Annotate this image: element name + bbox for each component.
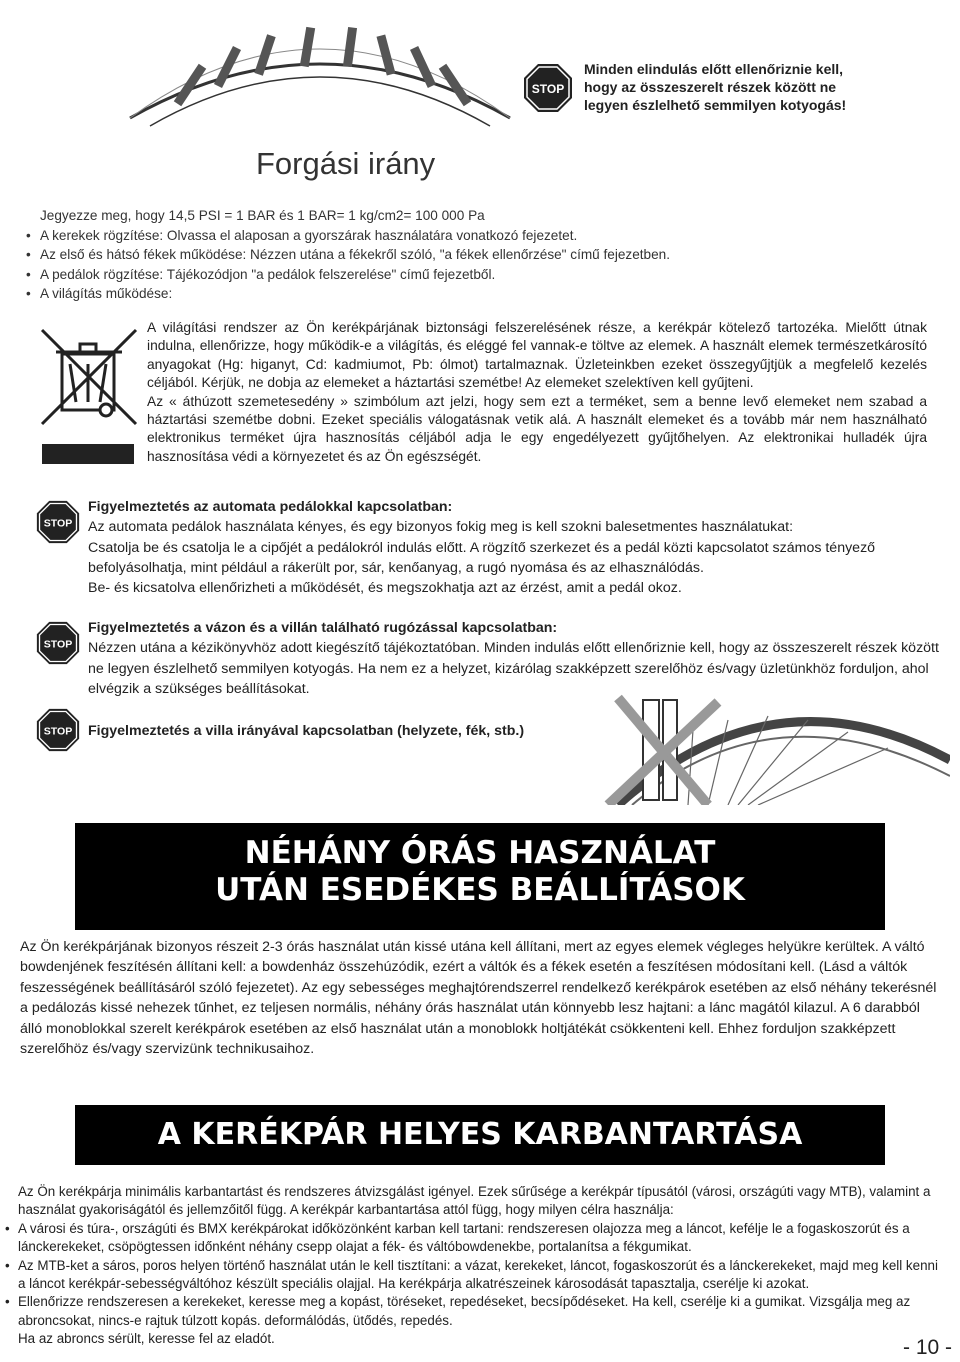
fork-wrong-direction-illustration: [598, 690, 950, 805]
section-title-line: NÉHÁNY ÓRÁS HASZNÁLAT: [244, 835, 716, 871]
stop-sign-label: STOP: [43, 725, 73, 738]
stop-sign-icon: [36, 500, 80, 544]
section-banner-adjustments: [75, 823, 885, 930]
warning-line: Be- és kicsatolva ellenőrizheti a működését, és megszokhatja azt az érzést, amit a pedál okoz.: [88, 580, 682, 597]
list-item: • A világítás működése:: [40, 284, 940, 304]
page-number: - 10 -: [903, 1336, 953, 1359]
maintenance-bullets: [18, 1220, 948, 1330]
warning-suspension: [88, 618, 948, 699]
stop-sign-label: STOP: [43, 517, 73, 530]
crossed-out-wheelie-bin-icon: [36, 320, 144, 470]
top-warning-line: legyen észlelhető semmilyen kotyogás!: [584, 97, 847, 113]
warning-line: Csatolja be és csatolja le a cipőjét a pedálokról indulás előtt. A rögzítő szerkezet és a pedál közti kapcsolatot számos tényező befolyásolhatja, mint például a rákerült por, sár, kenőanyag, a rugó nyomása és az elhasználódás.: [88, 539, 876, 576]
top-warning-text: [584, 60, 914, 114]
adjustments-paragraph: Az Ön kerékpárjának bizonyos részeit 2-3 órás használat után kissé utána kell állítani, mert az egyes elemek végleges helyükre kerültek. A váltó bowdenjének feszítésén állítani kell: a bowdenház összehúzódik, ezért a váltók és a fékek esetén a feszítésen módosítani kell. (Lásd a váltók feszességének beállításáról szóló fejezetet). Az egy sebességes meghajtórendszerrel rendelkező kerékpárok esetében az első néhány tekerésnél a pedálozás kissé nehezek tűnhet, ez teljesen normális, néhány órás használat után könnyebb lesz hajtani: a lánc magától kilazul. A 6 darabból álló monoblokkal szerelt kerékpárok esetében az első használat után a monoblokk holtjátékát csökkenteni kell. Ehhez forduljon szakképzett szerelőhöz és/vagy szervizünk technikusaihoz.: [20, 939, 937, 1058]
list-item: • A városi és túra-, országúti és BMX kerékpárokat időközönként karban kell tartani: rendszeresen olajozza meg a láncot, kefélje le a fogaskoszorút és a lánckerekeket, csöpögtessen időnként néhány csepp olajat a fék- és váltóbowdenekbe, portalanítsa a fékgumikat.: [18, 1220, 948, 1257]
list-item: • Az MTB-ket a sáros, poros helyen történő használat után le kell tisztítani: a vázat, kerekeket, láncot, fogaskoszorút és a lánckerekeket, majd meg kell kenni a láncot kerékpár-sebességváltóhoz készült speciális olajjal. Ha kerékpárja alkatrészeinek károsodását tapasztalja, cserélje ki azokat.: [18, 1257, 948, 1294]
section-title-line: UTÁN ESEDÉKES BEÁLLÍTÁSOK: [215, 872, 745, 908]
warning-heading: Figyelmeztetés a vázon és a villán található rugózással kapcsolatban:: [88, 620, 558, 636]
intro-section: [40, 206, 940, 304]
list-item: • A pedálok rögzítése: Tájékozódjon "a pedálok felszerelése" című fejezetből.: [40, 265, 940, 285]
lighting-battery-text: [147, 319, 927, 466]
stop-sign-icon: [36, 621, 80, 665]
tire-caption: Forgási irány: [256, 146, 436, 181]
maintenance-last-line: Ha az abroncs sérült, keresse fel az eladót.: [18, 1331, 275, 1347]
tire-tread-illustration: [120, 0, 520, 150]
warning-heading: Figyelmeztetés a villa irányával kapcsolatban (helyzete, fék, stb.): [88, 723, 525, 739]
warning-heading: Figyelmeztetés az automata pedálokkal kapcsolatban:: [88, 499, 453, 515]
warning-line: Az automata pedálok használata kényes, és egy bizonyos fokig meg is kell szokni balesetmentes használatukat:: [88, 519, 794, 536]
list-item: • A kerekek rögzítése: Olvassa el alaposan a gyorszárak használatára vonatkozó fejezetet.: [40, 226, 940, 246]
adjustments-body: [20, 937, 940, 1059]
stop-sign-label: STOP: [531, 82, 565, 96]
lighting-paragraph: A világítási rendszer az Ön kerékpárjának biztonsági felszerelésének része, a kerékpár kötelező tartozéka. Mielőtt útnak indulna, ellenőrizze, hogy működik-e a világítás, és eléggé fel vannak-e töltve az elemek. A használt elemek természetkárosító anyagokat (Hg: higanyt, Cd: kadmiumot, Pb: ólmot) tartalmaznak. Üzleteinkben ezeket összegyűjtjük a megfelelő kezelés céljából. Kérjük, ne dobja az elemeket a háztartási szemétbe! Az elemeket szelektíven kell gyűjteni.: [147, 320, 927, 391]
warning-line: Nézzen utána a kézikönyvhöz adott kiegészítő tájékoztatóban. Minden indulás előtt ellenőriznie kell, hogy az összeszerelt részek között ne legyen észlelhető semmilyen kotyogás. Ha nem ez a helyzet, kizárólag szakképzett szerelőhöz és/vagy üzletünkhöz forduljon, ahol elvégzik a szükséges beállításokat.: [88, 640, 939, 697]
section-title: A KERÉKPÁR HELYES KARBANTARTÁSA: [157, 1117, 803, 1152]
section-banner-maintenance: [75, 1105, 885, 1165]
top-warning-line: hogy az összeszerelt részek között ne: [584, 79, 837, 95]
warning-automatic-pedals: [88, 497, 948, 598]
bin-symbol-paragraph: Az « áthúzott szemetesedény » szimbólum azt jelzi, hogy sem ezt a terméket, sem a benne levő elemeket nem szabad a háztartási szemétbe dobni. Ezeket speciális válogatásnak vetik alá. A használt elemeket és a tovább már nem használható elektronikus terméket újra hasznosítás céljából adja le egy engedélyezett gyűjtőhelyen. Az elektronikai hulladék újra hasznosítása védi a környezetet és az Ön egészségét.: [147, 393, 927, 464]
list-item: • Az első és hátsó fékek működése: Nézzen utána a fékekről szóló, "a fékek ellenőrzése" című fejezetben.: [40, 245, 940, 265]
maintenance-body: [18, 1183, 948, 1349]
stop-sign-label: STOP: [43, 638, 73, 651]
stop-sign-icon: [36, 708, 80, 752]
pressure-note: Jegyezze meg, hogy 14,5 PSI = 1 BAR és 1 BAR= 1 kg/cm2= 100 000 Pa: [40, 208, 485, 223]
list-item: • Ellenőrizze rendszeresen a kerekeket, keresse meg a kopást, töréseket, repedéseket, becsípődéseket. Ha kell, cserélje ki a gumikat. Vizsgálja meg az abroncsokat, nincs-e rajtuk túlzott kopás. deformálódás, ütődés, repedés.: [18, 1293, 948, 1330]
maintenance-intro: Az Ön kerékpárja minimális karbantartást és rendszeres átvizsgálást igényel. Ezek sűrűsége a kerékpár típusától (városi, országúti vagy MTB), valamint a használat gyakoriságától és jellemzőitől függ. A kerékpár karbantartása attól függ, hogy milyen célra használja:: [18, 1184, 931, 1218]
warning-fork-direction: [88, 721, 948, 741]
intro-bullets: [40, 226, 940, 304]
stop-sign-icon: [523, 63, 573, 113]
top-warning-line: Minden elindulás előtt ellenőriznie kell,: [584, 61, 844, 77]
